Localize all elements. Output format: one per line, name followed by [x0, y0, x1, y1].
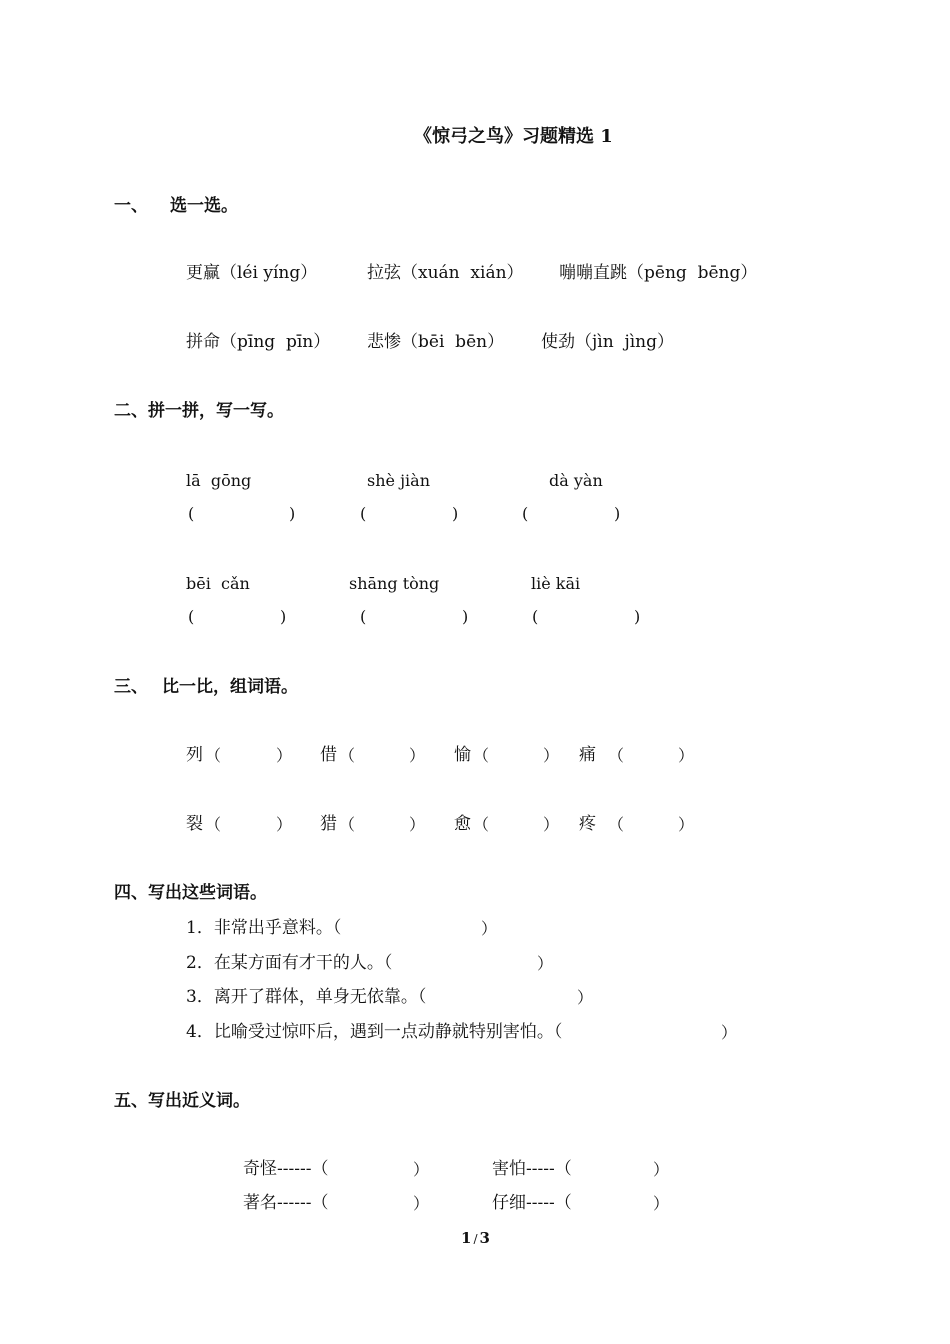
answer-close-paren: ）	[276, 746, 293, 765]
choice-item: 悲惨（bēi bēn）	[367, 332, 505, 352]
section-4-heading: 四、写出这些词语。	[114, 883, 267, 903]
compare-char: 列	[186, 745, 203, 765]
answer-close-paren: )	[452, 504, 459, 523]
definition-item: 4．比喻受过惊吓后，遇到一点动静就特别害怕。（	[186, 1022, 563, 1042]
answer-open-paren: (	[532, 607, 539, 626]
answer-close-paren: ）	[409, 746, 426, 765]
answer-open-paren: （	[473, 815, 490, 834]
synonym-item: 仔细-----（	[492, 1193, 572, 1213]
section-3-heading: 比一比，组词语。	[162, 677, 298, 697]
synonym-item: 奇怪------（	[243, 1159, 329, 1179]
answer-close-paren: ）	[276, 815, 293, 834]
answer-close-paren: ）	[678, 815, 695, 834]
choice-item: 使劲（jìn jìng）	[541, 332, 675, 352]
compare-char: 疼	[579, 814, 596, 834]
answer-close-paren: )	[614, 504, 621, 523]
synonym-item: 害怕-----（	[492, 1159, 572, 1179]
answer-open-paren: （	[608, 746, 625, 765]
answer-close-paren: ）	[653, 1160, 670, 1179]
answer-close-paren: )	[289, 504, 296, 523]
answer-close-paren: )	[280, 607, 287, 626]
section-1-number: 一、	[114, 196, 148, 216]
answer-close-paren: ）	[678, 746, 695, 765]
page-separator: /	[473, 1232, 478, 1246]
answer-open-paren: （	[473, 746, 490, 765]
choice-item: 更赢（léi yíng）	[186, 263, 318, 283]
compare-char: 愈	[454, 814, 471, 834]
answer-close-paren: ）	[413, 1160, 430, 1179]
definition-item: 2．在某方面有才干的人。（	[186, 953, 393, 973]
pinyin-prompt: bēi cǎn	[186, 574, 250, 593]
answer-open-paren: （	[205, 815, 222, 834]
answer-open-paren: (	[360, 607, 367, 626]
answer-open-paren: （	[339, 746, 356, 765]
definition-item: 1．非常出乎意料。（	[186, 918, 342, 938]
compare-char: 裂	[186, 814, 203, 834]
choice-item: 嘣嘣直跳（pēng bēng）	[559, 263, 758, 283]
answer-close-paren: ）	[543, 815, 560, 834]
choice-item: 拼命（pīng pīn）	[186, 332, 331, 352]
answer-open-paren: （	[339, 815, 356, 834]
compare-char: 猎	[320, 814, 337, 834]
page-title: 《惊弓之鸟》习题精选 1	[414, 126, 613, 147]
answer-open-paren: (	[188, 504, 195, 523]
compare-char: 愉	[454, 745, 471, 765]
answer-close-paren: ）	[543, 746, 560, 765]
answer-close-paren: ）	[481, 919, 498, 938]
compare-char: 痛	[579, 745, 596, 765]
answer-close-paren: )	[634, 607, 641, 626]
choice-item: 拉弦（xuán xián）	[367, 263, 524, 283]
section-1-heading: 选一选。	[170, 196, 238, 216]
page-current: 1	[461, 1229, 472, 1247]
section-5-heading: 五、写出近义词。	[114, 1091, 250, 1111]
pinyin-prompt: shè jiàn	[367, 471, 430, 490]
answer-close-paren: )	[462, 607, 469, 626]
pinyin-prompt: dà yàn	[549, 471, 603, 490]
section-3-number: 三、	[114, 677, 148, 697]
section-2-heading: 二、拼一拼，写一写。	[114, 401, 284, 421]
answer-open-paren: (	[522, 504, 529, 523]
pinyin-prompt: shāng tòng	[349, 574, 440, 593]
answer-close-paren: ）	[721, 1023, 738, 1042]
compare-char: 借	[320, 745, 337, 765]
answer-close-paren: ）	[409, 815, 426, 834]
answer-open-paren: (	[188, 607, 195, 626]
page-number	[461, 1231, 490, 1246]
answer-close-paren: ）	[577, 988, 594, 1007]
pinyin-prompt: liè kāi	[531, 574, 581, 593]
pinyin-prompt: lā gōng	[186, 471, 252, 490]
page-total: 3	[479, 1229, 490, 1247]
synonym-item: 著名------（	[243, 1193, 329, 1213]
answer-close-paren: ）	[537, 954, 554, 973]
answer-open-paren: (	[360, 504, 367, 523]
definition-item: 3．离开了群体，单身无依靠。（	[186, 987, 427, 1007]
answer-close-paren: ）	[413, 1194, 430, 1213]
answer-close-paren: ）	[653, 1194, 670, 1213]
answer-open-paren: （	[608, 815, 625, 834]
answer-open-paren: （	[205, 746, 222, 765]
